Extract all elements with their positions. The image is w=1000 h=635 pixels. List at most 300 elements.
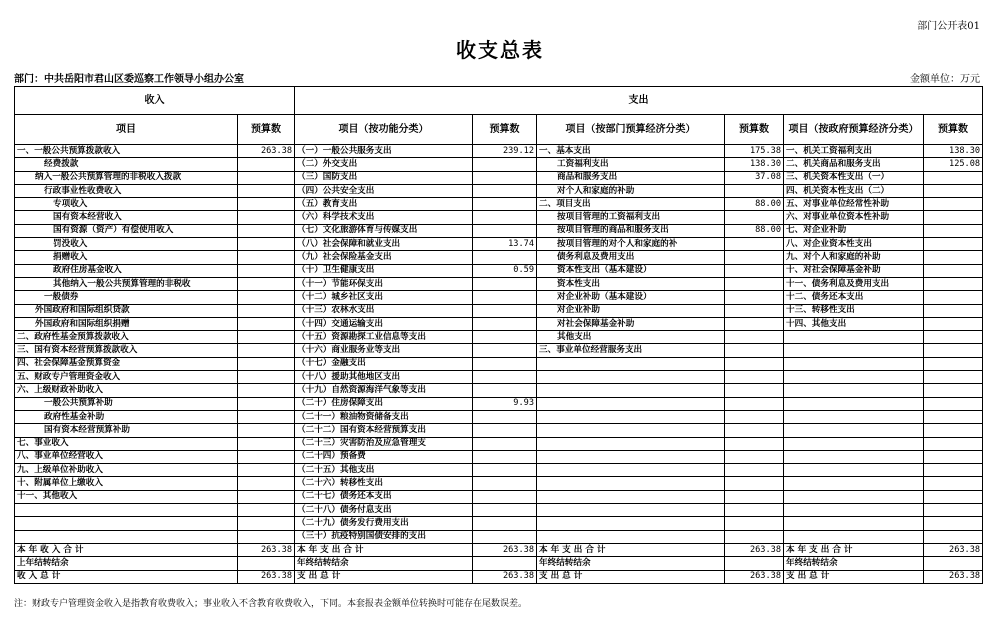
functional-item-cell: （七）文化旅游体育与传媒支出 — [295, 224, 473, 237]
economic-item-cell — [537, 410, 725, 423]
functional-item-cell: （十四）交通运输支出 — [295, 317, 473, 330]
government-budget-cell — [924, 464, 983, 477]
government-item-cell: 二、机关商品和服务支出 — [784, 158, 924, 171]
table-row — [15, 384, 983, 397]
functional-item-cell: （二十八）债务付息支出 — [295, 504, 473, 517]
income-item-cell: 一般债券 — [15, 291, 238, 304]
government-budget-cell — [924, 424, 983, 437]
economic-budget-cell — [725, 410, 784, 423]
economic-item-cell — [537, 357, 725, 370]
functional-budget-cell — [473, 490, 537, 503]
functional-budget-cell — [473, 331, 537, 344]
income-budget-cell — [238, 530, 295, 543]
government-budget-cell: 263.38 — [924, 570, 983, 583]
government-item-cell — [784, 357, 924, 370]
functional-item-cell: （一）一般公共服务支出 — [295, 145, 473, 158]
economic-budget-cell — [725, 317, 784, 330]
table-row — [15, 397, 983, 410]
functional-item-cell: （四）公共安全支出 — [295, 184, 473, 197]
government-budget-cell — [924, 504, 983, 517]
income-budget-cell: 263.38 — [238, 570, 295, 583]
functional-item-cell: 支 出 总 计 — [295, 570, 473, 583]
functional-budget-cell — [473, 450, 537, 463]
government-item-cell: 五、对事业单位经常性补助 — [784, 198, 924, 211]
economic-budget-cell — [725, 371, 784, 384]
government-budget-cell — [924, 304, 983, 317]
income-budget-cell — [238, 437, 295, 450]
functional-budget-cell — [473, 410, 537, 423]
total-row — [15, 543, 983, 556]
economic-budget-cell — [725, 450, 784, 463]
government-budget-cell — [924, 331, 983, 344]
income-item-cell: 十、附属单位上缴收入 — [15, 477, 238, 490]
income-item-cell: 一、一般公共预算拨款收入 — [15, 145, 238, 158]
functional-budget-cell: 263.38 — [473, 543, 537, 556]
government-budget-cell: 263.38 — [924, 543, 983, 556]
government-item-cell: 一、机关工资福利支出 — [784, 145, 924, 158]
functional-budget-cell — [473, 424, 537, 437]
economic-item-cell: 一、基本支出 — [537, 145, 725, 158]
functional-item-cell: （三十）抗疫特别国债安排的支出 — [295, 530, 473, 543]
income-item-cell: 政府性基金补助 — [15, 410, 238, 423]
government-item-cell — [784, 371, 924, 384]
income-budget-cell — [238, 331, 295, 344]
government-budget-cell — [924, 530, 983, 543]
functional-item-cell: （五）教育支出 — [295, 198, 473, 211]
government-item-cell: 八、对企业资本性支出 — [784, 238, 924, 251]
department-label: 部门：中共岳阳市君山区委巡察工作领导小组办公室 — [14, 74, 244, 85]
table-row — [15, 530, 983, 543]
functional-item-cell: （二十四）预备费 — [295, 450, 473, 463]
government-item-cell: 七、对企业补助 — [784, 224, 924, 237]
functional-item-cell: （十二）城乡社区支出 — [295, 291, 473, 304]
income-item-cell: 五、财政专户管理资金收入 — [15, 371, 238, 384]
income-item-cell: 外国政府和国际组织捐赠 — [15, 317, 238, 330]
economic-budget-cell: 37.08 — [725, 171, 784, 184]
economic-budget-cell — [725, 504, 784, 517]
income-budget-cell — [238, 317, 295, 330]
government-item-cell — [784, 410, 924, 423]
economic-item-cell — [537, 437, 725, 450]
functional-budget-cell — [473, 184, 537, 197]
income-item-header: 项目 — [15, 115, 238, 145]
government-item-cell: 九、对个人和家庭的补助 — [784, 251, 924, 264]
income-item-cell: 行政事业性收费收入 — [15, 184, 238, 197]
income-budget-cell — [238, 384, 295, 397]
economic-budget-cell — [725, 424, 784, 437]
income-item-cell: 纳入一般公共预算管理的非税收入拨款 — [15, 171, 238, 184]
income-budget-cell: 263.38 — [238, 145, 295, 158]
income-budget-cell — [238, 450, 295, 463]
economic-item-cell: 本 年 支 出 合 计 — [537, 543, 725, 556]
government-budget-header: 预算数 — [924, 115, 983, 145]
table-row — [15, 251, 983, 264]
government-budget-cell — [924, 357, 983, 370]
functional-budget-cell: 13.74 — [473, 238, 537, 251]
functional-budget-cell — [473, 304, 537, 317]
table-row — [15, 490, 983, 503]
government-budget-cell — [924, 371, 983, 384]
government-item-cell: 年终结转结余 — [784, 557, 924, 570]
government-budget-cell — [924, 344, 983, 357]
functional-item-cell: （三）国防支出 — [295, 171, 473, 184]
functional-budget-cell — [473, 224, 537, 237]
functional-budget-cell — [473, 317, 537, 330]
income-budget-cell — [238, 251, 295, 264]
functional-budget-cell — [473, 437, 537, 450]
economic-item-cell: 二、项目支出 — [537, 198, 725, 211]
functional-item-cell: （二）外交支出 — [295, 158, 473, 171]
income-budget-cell — [238, 264, 295, 277]
functional-item-header: 项目（按功能分类） — [295, 115, 473, 145]
functional-item-cell: （二十七）债务还本支出 — [295, 490, 473, 503]
income-item-cell — [15, 530, 238, 543]
government-budget-cell — [924, 251, 983, 264]
functional-budget-cell — [473, 371, 537, 384]
expense-header: 支出 — [295, 87, 983, 115]
government-item-cell: 十一、债务利息及费用支出 — [784, 277, 924, 290]
table-row — [15, 317, 983, 330]
functional-budget-cell — [473, 504, 537, 517]
income-item-cell: 三、国有资本经营预算拨款收入 — [15, 344, 238, 357]
government-item-cell — [784, 530, 924, 543]
economic-budget-cell: 88.00 — [725, 198, 784, 211]
functional-item-cell: （二十九）债务发行费用支出 — [295, 517, 473, 530]
government-item-cell — [784, 344, 924, 357]
government-item-cell: 十二、债务还本支出 — [784, 291, 924, 304]
economic-item-cell — [537, 424, 725, 437]
income-budget-cell — [238, 464, 295, 477]
economic-item-cell: 按项目管理的工资福利支出 — [537, 211, 725, 224]
economic-budget-cell: 138.30 — [725, 158, 784, 171]
government-item-cell: 十四、其他支出 — [784, 317, 924, 330]
functional-budget-cell — [473, 277, 537, 290]
income-item-cell: 外国政府和国际组织贷款 — [15, 304, 238, 317]
economic-budget-cell — [725, 251, 784, 264]
income-budget-cell — [238, 198, 295, 211]
table-row — [15, 517, 983, 530]
functional-budget-cell — [473, 158, 537, 171]
government-item-cell — [784, 397, 924, 410]
income-budget-cell — [238, 158, 295, 171]
table-row — [15, 224, 983, 237]
economic-budget-cell: 263.38 — [725, 543, 784, 556]
government-budget-cell: 125.08 — [924, 158, 983, 171]
economic-item-cell: 资本性支出（基本建设） — [537, 264, 725, 277]
income-budget-cell — [238, 304, 295, 317]
functional-item-cell: （二十）住房保障支出 — [295, 397, 473, 410]
income-item-cell: 七、事业收入 — [15, 437, 238, 450]
economic-budget-cell — [725, 277, 784, 290]
table-row — [15, 184, 983, 197]
government-item-cell: 十、对社会保障基金补助 — [784, 264, 924, 277]
economic-budget-cell — [725, 530, 784, 543]
government-item-cell — [784, 450, 924, 463]
income-budget-cell — [238, 490, 295, 503]
economic-budget-cell — [725, 211, 784, 224]
economic-item-cell — [537, 477, 725, 490]
income-budget-cell — [238, 504, 295, 517]
functional-item-cell: （十三）农林水支出 — [295, 304, 473, 317]
functional-item-cell: （十一）节能环保支出 — [295, 277, 473, 290]
income-item-cell: 本 年 收 入 合 计 — [15, 543, 238, 556]
government-budget-cell — [924, 517, 983, 530]
government-item-cell: 本 年 支 出 合 计 — [784, 543, 924, 556]
income-header: 收入 — [15, 87, 295, 115]
economic-budget-cell — [725, 238, 784, 251]
functional-budget-cell — [473, 464, 537, 477]
government-item-cell — [784, 464, 924, 477]
economic-item-cell — [537, 450, 725, 463]
government-item-cell — [784, 384, 924, 397]
economic-budget-cell — [725, 464, 784, 477]
footnote: 注：财政专户管理资金收入是指教育收费收入；事业收入不含教育收费收入，下同。本套报表金额单位转换时可能存在尾数误差。 — [14, 599, 528, 609]
income-item-cell: 国有资本经营预算补助 — [15, 424, 238, 437]
income-budget-cell — [238, 171, 295, 184]
table-row — [15, 504, 983, 517]
economic-budget-cell — [725, 477, 784, 490]
income-item-cell — [15, 504, 238, 517]
table-row — [15, 198, 983, 211]
budget-summary-table — [14, 86, 983, 584]
economic-budget-cell — [725, 384, 784, 397]
functional-item-cell: （十）卫生健康支出 — [295, 264, 473, 277]
income-item-cell: 四、社会保障基金预算资金 — [15, 357, 238, 370]
income-budget-cell — [238, 371, 295, 384]
functional-budget-cell — [473, 291, 537, 304]
government-budget-cell — [924, 198, 983, 211]
functional-budget-cell — [473, 251, 537, 264]
functional-budget-cell: 9.93 — [473, 397, 537, 410]
economic-item-cell: 按项目管理的对个人和家庭的补 — [537, 238, 725, 251]
economic-budget-cell — [725, 397, 784, 410]
economic-budget-cell — [725, 331, 784, 344]
functional-budget-cell — [473, 477, 537, 490]
functional-item-cell: 本 年 支 出 合 计 — [295, 543, 473, 556]
economic-item-cell — [537, 371, 725, 384]
functional-item-cell: （十九）自然资源海洋气象等支出 — [295, 384, 473, 397]
functional-budget-cell: 239.12 — [473, 145, 537, 158]
functional-budget-cell: 0.59 — [473, 264, 537, 277]
government-budget-cell — [924, 437, 983, 450]
table-row — [15, 264, 983, 277]
government-budget-cell — [924, 397, 983, 410]
government-item-cell — [784, 490, 924, 503]
functional-item-cell: （二十三）灾害防治及应急管理支 — [295, 437, 473, 450]
government-budget-cell — [924, 224, 983, 237]
income-budget-cell — [238, 557, 295, 570]
functional-budget-cell — [473, 211, 537, 224]
table-row — [15, 171, 983, 184]
table-row — [15, 450, 983, 463]
table-row — [15, 357, 983, 370]
government-budget-cell — [924, 264, 983, 277]
functional-item-cell: （二十五）其他支出 — [295, 464, 473, 477]
income-item-cell: 专项收入 — [15, 198, 238, 211]
income-budget-cell — [238, 344, 295, 357]
functional-budget-header: 预算数 — [473, 115, 537, 145]
income-budget-header: 预算数 — [238, 115, 295, 145]
table-row — [15, 464, 983, 477]
economic-item-cell — [537, 517, 725, 530]
functional-budget-cell — [473, 171, 537, 184]
functional-item-cell: （十五）资源勘探工业信息等支出 — [295, 331, 473, 344]
functional-budget-cell — [473, 198, 537, 211]
income-budget-cell — [238, 291, 295, 304]
functional-budget-cell — [473, 557, 537, 570]
functional-item-cell: （八）社会保障和就业支出 — [295, 238, 473, 251]
income-item-cell: 罚没收入 — [15, 238, 238, 251]
economic-budget-cell — [725, 437, 784, 450]
table-row — [15, 291, 983, 304]
economic-budget-cell — [725, 357, 784, 370]
functional-item-cell: （十八）援助其他地区支出 — [295, 371, 473, 384]
table-row — [15, 158, 983, 171]
income-budget-cell — [238, 410, 295, 423]
functional-item-cell: （九）社会保险基金支出 — [295, 251, 473, 264]
government-budget-cell — [924, 317, 983, 330]
table-row — [15, 424, 983, 437]
government-budget-cell — [924, 490, 983, 503]
economic-budget-cell — [725, 291, 784, 304]
functional-budget-cell — [473, 517, 537, 530]
income-item-cell: 十一、其他收入 — [15, 490, 238, 503]
income-budget-cell — [238, 424, 295, 437]
economic-item-cell — [537, 464, 725, 477]
government-budget-cell — [924, 450, 983, 463]
government-budget-cell — [924, 171, 983, 184]
economic-budget-cell — [725, 264, 784, 277]
economic-item-cell: 三、事业单位经营服务支出 — [537, 344, 725, 357]
government-item-cell: 六、对事业单位资本性补助 — [784, 211, 924, 224]
government-budget-cell — [924, 384, 983, 397]
total-row — [15, 570, 983, 583]
government-item-cell — [784, 424, 924, 437]
economic-item-cell: 工资福利支出 — [537, 158, 725, 171]
table-row — [15, 211, 983, 224]
economic-item-cell: 债务利息及费用支出 — [537, 251, 725, 264]
income-item-cell: 政府住房基金收入 — [15, 264, 238, 277]
economic-budget-cell: 175.38 — [725, 145, 784, 158]
government-item-cell — [784, 504, 924, 517]
economic-item-cell: 其他支出 — [537, 331, 725, 344]
economic-item-cell: 支 出 总 计 — [537, 570, 725, 583]
economic-budget-cell — [725, 517, 784, 530]
economic-budget-cell — [725, 490, 784, 503]
economic-item-cell — [537, 530, 725, 543]
government-item-header: 项目（按政府预算经济分类） — [784, 115, 924, 145]
income-item-cell: 二、政府性基金预算拨款收入 — [15, 331, 238, 344]
income-budget-cell — [238, 357, 295, 370]
economic-budget-cell: 88.00 — [725, 224, 784, 237]
table-row — [15, 371, 983, 384]
income-budget-cell — [238, 184, 295, 197]
income-item-cell: 其他纳入一般公共预算管理的非税收 — [15, 277, 238, 290]
income-budget-cell — [238, 211, 295, 224]
income-budget-cell — [238, 224, 295, 237]
table-row — [15, 477, 983, 490]
table-row — [15, 145, 983, 158]
functional-budget-cell: 263.38 — [473, 570, 537, 583]
income-budget-cell — [238, 397, 295, 410]
functional-item-cell: （十六）商业服务业等支出 — [295, 344, 473, 357]
income-item-cell: 国有资本经营收入 — [15, 211, 238, 224]
government-budget-cell — [924, 557, 983, 570]
government-item-cell — [784, 517, 924, 530]
table-row — [15, 437, 983, 450]
functional-item-cell: （二十六）转移性支出 — [295, 477, 473, 490]
page-title: 收支总表 — [456, 38, 544, 62]
income-item-cell: 八、事业单位经营收入 — [15, 450, 238, 463]
economic-item-cell: 对企业补助（基本建设） — [537, 291, 725, 304]
unit-label: 金额单位：万元 — [910, 74, 980, 85]
income-item-cell: 捐赠收入 — [15, 251, 238, 264]
economic-item-cell: 资本性支出 — [537, 277, 725, 290]
functional-item-cell: （六）科学技术支出 — [295, 211, 473, 224]
government-budget-cell — [924, 477, 983, 490]
income-item-cell: 九、上级单位补助收入 — [15, 464, 238, 477]
functional-item-cell: （十七）金融支出 — [295, 357, 473, 370]
income-item-cell: 六、上级财政补助收入 — [15, 384, 238, 397]
economic-budget-cell: 263.38 — [725, 570, 784, 583]
income-budget-cell: 263.38 — [238, 543, 295, 556]
form-number: 部门公开表01 — [917, 21, 980, 32]
economic-item-cell: 对社会保障基金补助 — [537, 317, 725, 330]
government-budget-cell — [924, 291, 983, 304]
functional-item-cell: （二十一）粮油物资储备支出 — [295, 410, 473, 423]
government-item-cell — [784, 331, 924, 344]
table-row — [15, 238, 983, 251]
economic-item-cell — [537, 384, 725, 397]
economic-item-header: 项目（按部门预算经济分类） — [537, 115, 725, 145]
economic-item-cell: 对个人和家庭的补助 — [537, 184, 725, 197]
table-row — [15, 344, 983, 357]
economic-budget-cell — [725, 304, 784, 317]
functional-item-cell: （二十二）国有资本经营预算支出 — [295, 424, 473, 437]
government-item-cell — [784, 437, 924, 450]
income-item-cell: 一般公共预算补助 — [15, 397, 238, 410]
government-budget-cell — [924, 211, 983, 224]
economic-budget-cell — [725, 184, 784, 197]
table-row — [15, 410, 983, 423]
government-budget-cell — [924, 410, 983, 423]
functional-item-cell: 年终结转结余 — [295, 557, 473, 570]
functional-budget-cell — [473, 530, 537, 543]
government-item-cell — [784, 477, 924, 490]
economic-item-cell — [537, 504, 725, 517]
income-budget-cell — [238, 277, 295, 290]
economic-budget-cell — [725, 344, 784, 357]
economic-item-cell — [537, 490, 725, 503]
income-budget-cell — [238, 517, 295, 530]
total-row — [15, 557, 983, 570]
government-budget-cell — [924, 184, 983, 197]
government-item-cell: 十三、转移性支出 — [784, 304, 924, 317]
table-row — [15, 331, 983, 344]
income-item-cell: 经费拨款 — [15, 158, 238, 171]
income-item-cell: 国有资源（资产）有偿使用收入 — [15, 224, 238, 237]
functional-budget-cell — [473, 384, 537, 397]
government-budget-cell — [924, 277, 983, 290]
table-row — [15, 277, 983, 290]
functional-budget-cell — [473, 344, 537, 357]
economic-budget-cell — [725, 557, 784, 570]
functional-budget-cell — [473, 357, 537, 370]
income-budget-cell — [238, 477, 295, 490]
income-budget-cell — [238, 238, 295, 251]
government-budget-cell: 138.30 — [924, 145, 983, 158]
government-budget-cell — [924, 238, 983, 251]
